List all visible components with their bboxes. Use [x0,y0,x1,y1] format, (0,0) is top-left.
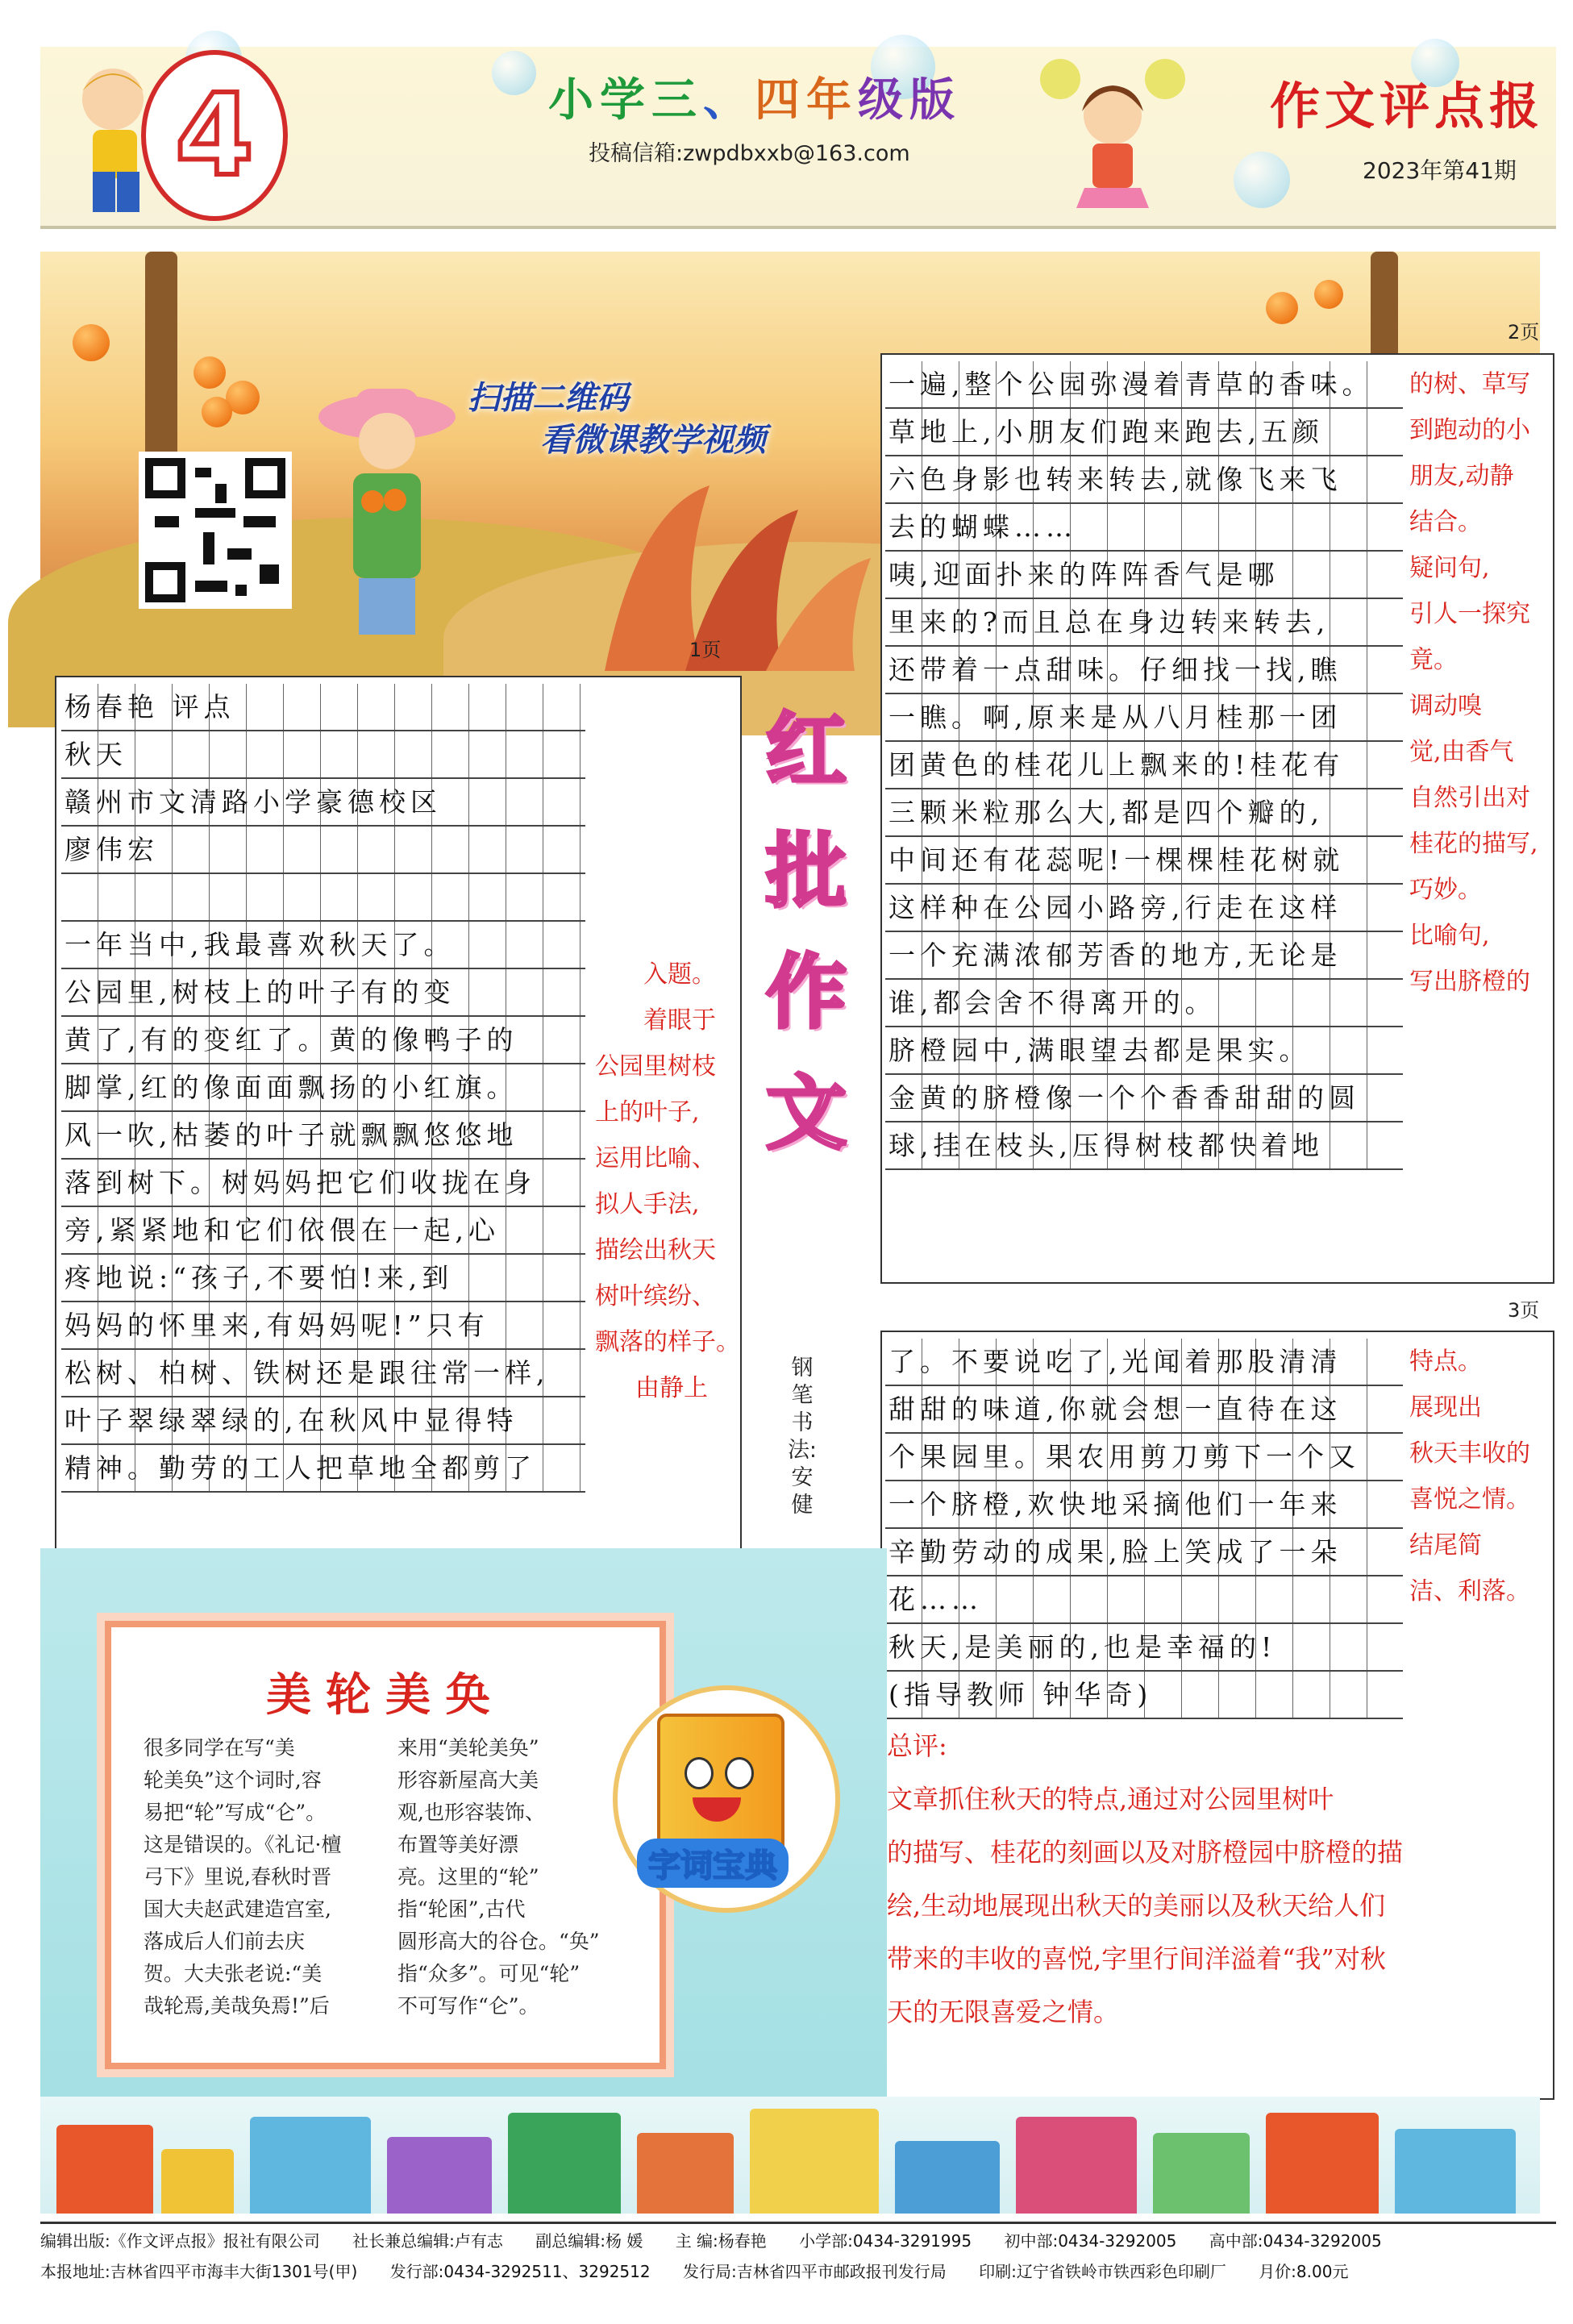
text-line: 球,挂在枝头,压得树枝都快着地 [885,1122,1403,1170]
footer-item: 初中部:0434-3292005 [1004,2231,1177,2251]
house-shape [250,2117,371,2214]
footer-item: 月价:8.00元 [1259,2262,1349,2281]
summary-line: 绘,生动地展现出秋天的美丽以及秋天给人们 [887,1890,1386,1921]
comment-line: 疑问句, [1409,554,1490,582]
publication-footer [40,2222,1556,2313]
word-box-title: 美轮美奂 [266,1668,505,1722]
title-char: 文 [766,1066,847,1160]
text-line: 一个充满浓郁芳香的地方,无论是 [885,932,1403,980]
eye-icon [685,1757,714,1789]
text-line: 妈妈的怀里来,有妈妈呢!”只有 [61,1302,585,1350]
comment-line: 自然引出对 [1409,784,1530,812]
margin-comments [1409,361,1550,1005]
bubble-decoration [1234,152,1290,208]
footer-item: 编辑出版:《作文评点报》报社有限公司 [40,2231,320,2251]
manuscript-sheet-2 [880,353,1554,1284]
text-line: 甜甜的味道,你就会想一直待在这 [885,1386,1403,1434]
word-box-line: 亮。这里的“轮” [397,1865,539,1889]
footer-item: 社长兼总编辑:卢有志 [352,2231,503,2251]
comment-line: 展现出 [1409,1393,1482,1422]
text-line: 赣州市文清路小学豪德校区 [61,779,585,827]
title-char: 批 [766,824,847,918]
text-line: 精神。勤劳的工人把草地全都剪了 [61,1445,585,1493]
comment-line: 结合。 [1409,508,1482,536]
bubble-decoration [492,51,536,95]
word-box-line: 哉轮焉,美哉奂焉!”后 [144,1994,330,2018]
text-line: 草地上,小朋友们跑来跑去,五颜 [885,409,1403,456]
qr-module [243,516,276,527]
qr-code[interactable] [139,452,292,609]
house-shape [1153,2133,1250,2214]
comment-line: 运用比喻、 [595,1144,716,1172]
word-treasury-box [105,1621,666,2069]
text-line: 金黄的脐橙像一个个香香甜甜的圆 [885,1075,1403,1122]
qr-finder [245,458,285,498]
text-line: 一遍,整个公园弥漫着青草的香味。 [885,361,1403,409]
text-line: (指导教师 钟华奇) [885,1672,1403,1719]
edition-part: 四年 [755,74,858,127]
text-line: 廖伟宏 [61,827,585,874]
qr-module [235,585,247,596]
footer-item: 主 编:杨春艳 [675,2231,767,2251]
edition-part: 小学三 [548,74,703,127]
qr-module [215,484,227,503]
scan-line: 扫描二维码 [468,380,629,417]
summary-line: 文章抓住秋天的特点,通过对公园里树叶 [887,1784,1334,1814]
comment-line: 秋天丰收的 [1409,1439,1530,1468]
comment-line: 树叶缤纷、 [595,1282,716,1310]
text-line: 叶子翠绿翠绿的,在秋风中显得特 [61,1397,585,1445]
section-title [762,685,851,1169]
text-line: 这样种在公园小路旁,行走在这样 [885,885,1403,932]
word-box-line: 贺。大夫张老说:“美 [144,1962,323,1985]
word-box-line: 这是错误的。《礼记·檀 [144,1833,342,1856]
comment-line: 桂花的描写, [1409,830,1538,858]
scan-line: 看微课教学视频 [540,422,766,459]
text-line: 风一吹,枯萎的叶子就飘飘悠悠地 [61,1112,585,1160]
text-line: 团黄色的桂花儿上飘来的!桂花有 [885,742,1403,789]
orange-fruit [194,356,226,389]
word-box-line: 落成后人们前去庆 [144,1930,306,1953]
text-line: 里来的?而且总在身边转来转去, [885,599,1403,647]
house-shape [161,2149,234,2214]
edition-part: 级版 [858,74,961,127]
text-line: 秋天,是美丽的,也是幸福的! [885,1624,1403,1672]
calligraphy-credit: 钢笔书法:安 健 [787,1356,818,1518]
text-line: 个果园里。果农用剪刀剪下一个又 [885,1434,1403,1481]
word-box-line: 观,也形容装饰、 [397,1801,545,1824]
summary-line: 天的无限喜爱之情。 [887,1997,1120,2027]
summary-line: 的描写、桂花的刻画以及对脐橙园中脐橙的描 [887,1837,1404,1868]
orange-fruit [1314,280,1343,309]
footer-item: 发行局:吉林省四平市邮政报刊发行局 [682,2262,947,2281]
house-shape [1016,2117,1137,2214]
house-shape [508,2113,621,2214]
comment-line: 飘落的样子。 [595,1328,740,1356]
word-box-column-1 [144,1732,377,2022]
word-box-line: 弓下》里说,春秋时晋 [144,1865,331,1889]
summary-comment [887,1719,1548,2039]
qr-module [195,581,227,592]
text-line: 去的蝴蝶…… [885,504,1403,552]
comment-line: 特点。 [1409,1347,1482,1376]
house-shape [1395,2129,1516,2214]
comment-line: 结尾简 [1409,1531,1482,1560]
edition-part: 、 [703,74,755,127]
word-box-line: 很多同学在写“美 [144,1736,295,1760]
house-shape [895,2141,1000,2214]
qr-module [195,468,211,477]
text-line: 疼地说:“孩子,不要怕!来,到 [61,1255,585,1302]
house-shape [387,2137,492,2214]
text-line: 一个脐橙,欢快地采摘他们一年来 [885,1481,1403,1529]
comment-line: 入题。 [643,960,716,989]
text-line: 一年当中,我最喜欢秋天了。 [61,922,585,969]
comment-line: 朋友,动静 [1409,462,1514,490]
qr-finder [145,458,185,498]
house-shape [637,2133,734,2214]
footer-item: 印刷:辽宁省铁岭市铁西彩色印刷厂 [979,2262,1226,2281]
comment-line: 巧妙。 [1409,876,1482,904]
manuscript-sheet-1 [55,676,742,1605]
text-line: 公园里,树枝上的叶子有的变 [61,969,585,1017]
word-box-line: 布置等美好漂 [397,1833,519,1856]
page-number-badge: 4 [141,50,288,221]
word-box-line: 指“众多”。可见“轮” [397,1962,581,1985]
girl-illustration [1040,55,1185,224]
text-line: 一瞧。啊,原来是从八月桂那一团 [885,694,1403,742]
text-line: 谁,都会舍不得离开的。 [885,980,1403,1027]
word-box-line: 易把“轮”写成“仑”。 [144,1801,327,1824]
footer-item: 副总编辑:杨 媛 [535,2231,643,2251]
comment-line: 着眼于 [643,1006,716,1035]
house-shape [56,2125,153,2214]
summary-line: 带来的丰收的喜悦,字里行间洋溢着“我”对秋 [887,1943,1386,1974]
girl-with-oranges-illustration [314,381,460,655]
qr-finder [145,562,185,602]
houses-illustration [40,2097,1540,2214]
word-box-column-2 [397,1732,639,2022]
text-line: 中间还有花蕊呢!一棵棵桂花树就 [885,837,1403,885]
edition-label [548,65,961,129]
text-line [61,874,585,922]
mouth-icon [693,1797,741,1822]
summary-label: 总评: [887,1731,947,1761]
text-line: 黄了,有的变红了。黄的像鸭子的 [61,1017,585,1064]
word-box-line: 国大夫赵武建造宫室, [144,1897,331,1921]
page-label: 3页 [1508,1299,1540,1322]
margin-comments [1409,1339,1550,1614]
comment-line: 描绘出秋天 [595,1236,716,1264]
text-line: 辛勤劳动的成果,脸上笑成了一朵 [885,1529,1403,1576]
sheet-text [885,1339,1403,1719]
margin-comments [595,952,740,1411]
word-box-line: 来用“美轮美奂” [397,1736,539,1760]
text-line: 六色身影也转来转去,就像飞来飞 [885,456,1403,504]
text-line: 松树、柏树、铁树还是跟往常一样, [61,1350,585,1397]
word-box-line: 指“轮囷”,古代 [397,1897,526,1921]
orange-fruit [73,324,110,361]
qr-module [155,516,179,527]
comment-line: 竟。 [1409,646,1458,674]
text-line: 落到树下。树妈妈把它们收拢在身 [61,1160,585,1207]
text-line: 脚掌,红的像面面飘扬的小红旗。 [61,1064,585,1112]
qr-instruction [452,377,847,461]
title-char: 红 [766,703,847,798]
eye-icon [725,1757,754,1789]
comment-line: 由静上 [635,1374,708,1402]
text-line: 脐橙园中,满眼望去都是果实。 [885,1027,1403,1075]
qr-module [195,508,235,518]
qr-module [260,564,279,584]
comment-line: 喜悦之情。 [1409,1485,1530,1514]
comment-line: 比喻句, [1409,922,1490,950]
comment-line: 洁、利落。 [1409,1577,1530,1606]
text-line: 杨春艳 评点 [61,684,585,731]
newspaper-name: 作文评点报 [1270,77,1545,135]
comment-line: 觉,由香气 [1409,738,1514,766]
footer-item: 高中部:0434-3292005 [1209,2231,1382,2251]
word-box-line: 圆形高大的谷仓。“奂” [397,1930,600,1953]
page-label: 2页 [1508,321,1540,344]
sheet-text [885,361,1403,1170]
footer-row [40,2227,1409,2255]
submission-email: 投稿信箱:zwpdbxxb@163.com [589,141,910,166]
footer-row [40,2258,1375,2285]
qr-module [203,532,214,564]
house-shape [750,2109,879,2214]
comment-line: 到跑动的小 [1409,416,1530,444]
title-char: 作 [766,945,847,1039]
word-box-line: 不可写作“仑”。 [397,1994,539,2018]
comment-line: 的树、草写 [1409,370,1530,398]
comment-line: 写出脐橙的 [1409,968,1530,996]
word-box-line: 形容新屋高大美 [397,1768,539,1792]
footer-item: 本报地址:吉林省四平市海丰大街1301号(甲) [40,2262,358,2281]
sheet-text [61,684,585,1493]
foliage-illustration [589,461,879,671]
footer-item: 小学部:0434-3291995 [799,2231,972,2251]
qr-module [227,548,252,560]
orange-fruit [1266,292,1298,324]
text-line: 了。不要说吃了,光闻着那股清清 [885,1339,1403,1386]
comment-line: 公园里树枝 [595,1052,716,1081]
text-line: 三颗米粒那么大,都是四个瓣的, [885,789,1403,837]
text-line: 花…… [885,1576,1403,1624]
issue-number: 2023年第41期 [1363,157,1517,184]
word-box-line: 轮美奂”这个词时,容 [144,1768,322,1792]
comment-line: 上的叶子, [595,1098,700,1127]
text-line: 还带着一点甜味。仔细找一找,瞧 [885,647,1403,694]
text-line: 咦,迎面扑来的阵阵香气是哪 [885,552,1403,599]
book-mascot-icon [657,1714,784,1857]
house-shape [1266,2113,1379,2214]
comment-line: 调动嗅 [1409,692,1482,720]
text-line: 秋天 [61,731,585,779]
badge-label: 字词宝典 [637,1839,789,1888]
manuscript-sheet-3 [880,1331,1554,2100]
comment-line: 引人一探究 [1409,600,1530,628]
page-label: 1页 [689,639,722,661]
orange-fruit [202,397,232,427]
footer-item: 发行部:0434-3292511、3292512 [389,2262,651,2281]
comment-line: 拟人手法, [595,1190,700,1218]
text-line: 旁,紧紧地和它们依偎在一起,心 [61,1207,585,1255]
